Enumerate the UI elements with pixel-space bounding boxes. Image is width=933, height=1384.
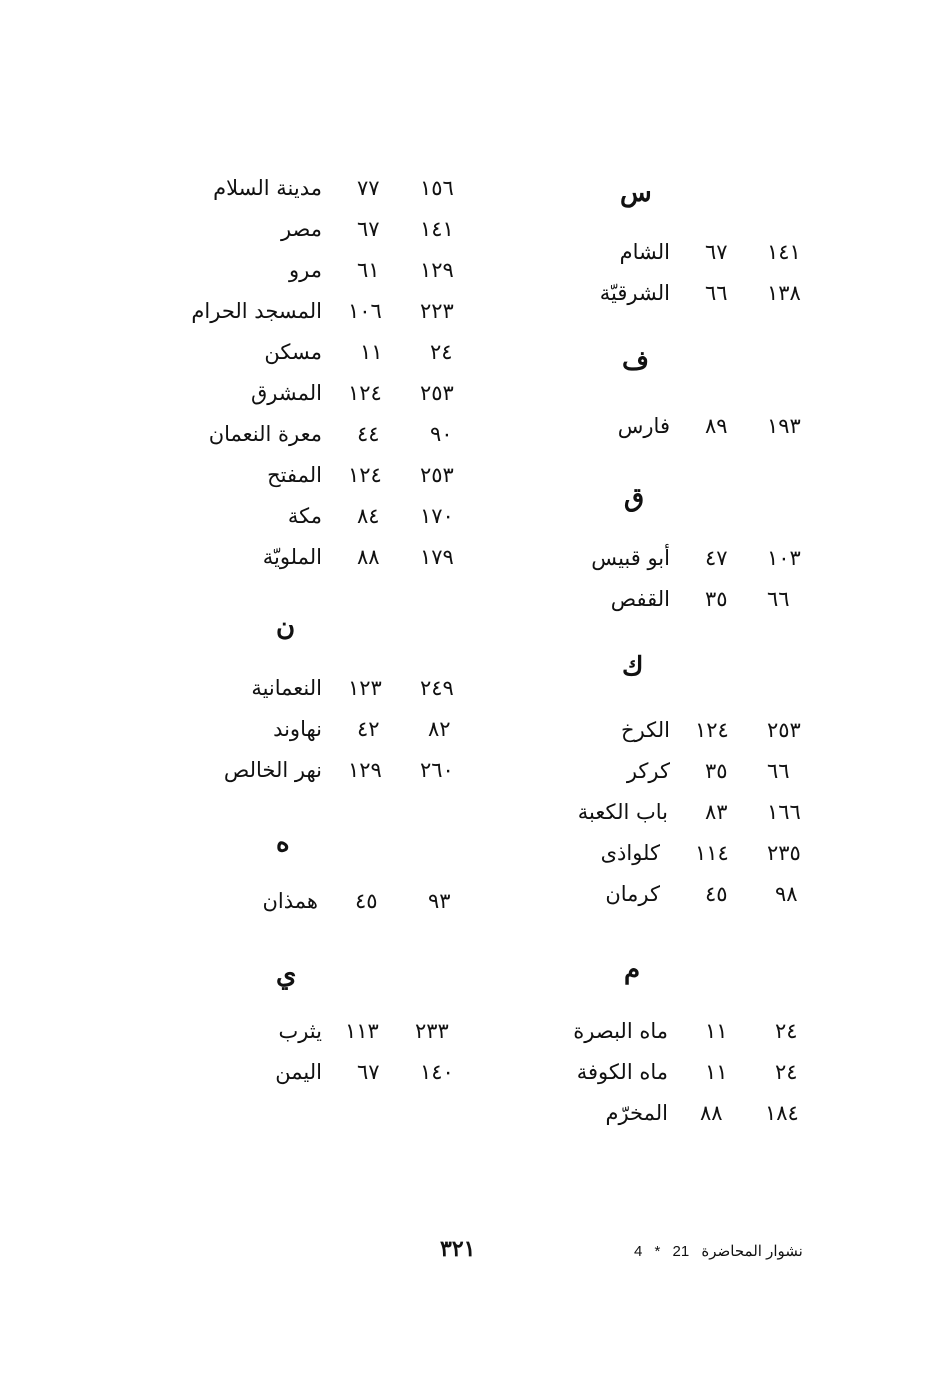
index-value: ١٢٤	[695, 718, 729, 742]
index-entry	[200, 1019, 470, 1059]
index-entry	[560, 240, 820, 280]
place-name: المشرق	[251, 381, 322, 405]
index-value: ١٤١	[767, 240, 801, 264]
index-value: ١١	[705, 1060, 728, 1084]
signature-number: 21	[672, 1243, 690, 1260]
index-value: ٢٥٣	[420, 381, 454, 405]
index-value: ٨٤	[357, 504, 380, 528]
printer-signature	[626, 1242, 803, 1260]
index-value: ١١٤	[695, 841, 729, 865]
signature-star: *	[654, 1243, 661, 1260]
index-entry	[200, 1060, 470, 1100]
index-entry	[200, 758, 470, 798]
index-value: ٤٤	[357, 422, 380, 446]
place-name: النعمانية	[251, 676, 322, 700]
place-name: الشام	[619, 240, 670, 264]
index-value: ٢٤	[775, 1060, 798, 1084]
place-name: نهاوند	[273, 717, 322, 741]
index-entry	[560, 414, 820, 454]
section-letter: ق	[624, 483, 645, 513]
signature-part: 4	[634, 1243, 643, 1260]
index-entry	[560, 718, 820, 758]
index-entry	[200, 717, 470, 757]
place-name: همذان	[262, 889, 318, 913]
index-value: ٢٢٣	[420, 299, 454, 323]
signature-title: نشوار المحاضرة	[701, 1243, 803, 1260]
index-value: ٤٥	[705, 882, 728, 906]
place-name: أبو قبيس	[591, 546, 670, 570]
index-value: ١٠٦	[348, 299, 382, 323]
index-value: ١٢٩	[348, 758, 382, 782]
place-name: مصر	[280, 217, 322, 241]
index-value: ٨٩	[705, 414, 728, 438]
index-value: ٢٤	[775, 1019, 798, 1043]
place-name: باب الكعبة	[577, 800, 668, 824]
index-value: ١١	[705, 1019, 728, 1043]
place-name: مكة	[287, 504, 322, 528]
section-letter: س	[620, 178, 652, 208]
index-value: ٦٦	[767, 587, 790, 611]
index-entry	[200, 258, 470, 298]
place-name: اليمن	[275, 1060, 322, 1084]
index-value: ٢٣٣	[415, 1019, 449, 1043]
index-value: ٤٥	[355, 889, 378, 913]
index-value: ٢٥٣	[767, 718, 801, 742]
index-value: ١٥٦	[420, 176, 454, 200]
index-value: ١٦٦	[767, 800, 801, 824]
index-entry	[200, 545, 470, 585]
index-value: ٢٥٣	[420, 463, 454, 487]
index-entry	[560, 800, 820, 840]
place-name: كركر	[626, 759, 670, 783]
index-entry	[200, 676, 470, 716]
index-entry	[560, 546, 820, 586]
index-value: ١١	[360, 340, 383, 364]
index-entry	[200, 422, 470, 462]
index-value: ٦٧	[357, 217, 380, 241]
index-value: ٤٧	[705, 546, 728, 570]
index-entry	[560, 1101, 820, 1141]
index-entry	[200, 176, 470, 216]
index-value: ١٠٣	[767, 546, 801, 570]
index-entry	[560, 587, 820, 627]
place-name: مرو	[289, 258, 322, 282]
index-value: ١٩٣	[767, 414, 801, 438]
index-value: ١١٣	[345, 1019, 379, 1043]
place-name: مدينة السلام	[213, 176, 322, 200]
index-value: ٦٦	[767, 759, 790, 783]
index-value: ٨٨	[700, 1101, 723, 1125]
place-name: يثرب	[278, 1019, 322, 1043]
index-value: ١٧٩	[420, 545, 454, 569]
index-value: ١٤١	[420, 217, 454, 241]
index-entry	[560, 1019, 820, 1059]
index-entry	[200, 381, 470, 421]
index-entry	[560, 759, 820, 799]
index-value: ٦٧	[705, 240, 728, 264]
index-value: ١٨٤	[765, 1101, 799, 1125]
place-name: الكرخ	[621, 718, 670, 742]
index-entry	[191, 299, 470, 339]
index-value: ٢٤	[430, 340, 453, 364]
index-value: ٨٣	[705, 800, 728, 824]
place-name: كلواذى	[600, 841, 660, 865]
index-entry	[200, 340, 470, 380]
index-value: ١٢٩	[420, 258, 454, 282]
index-value: ٩٠	[430, 422, 453, 446]
index-value: ٧٧	[357, 176, 380, 200]
index-value: ١٢٤	[348, 381, 382, 405]
index-value: ١٧٠	[420, 504, 454, 528]
place-name: فارس	[617, 414, 670, 438]
place-name: المفتح	[267, 463, 322, 487]
index-value: ٢٦٠	[420, 758, 454, 782]
section-letter: ف	[622, 346, 649, 376]
index-value: ٣٥	[705, 587, 728, 611]
index-value: ٨٢	[428, 717, 451, 741]
index-value: ٢٤٩	[420, 676, 454, 700]
place-name: ماه الكوفة	[576, 1060, 668, 1084]
index-value: ٩٣	[428, 889, 451, 913]
index-value: ٨٨	[357, 545, 380, 569]
index-value: ٩٨	[775, 882, 798, 906]
place-name: القفص	[610, 587, 670, 611]
index-entry	[200, 889, 470, 929]
index-entry	[200, 504, 470, 544]
index-entry	[200, 463, 470, 503]
index-value: ١٢٤	[348, 463, 382, 487]
index-entry	[560, 841, 820, 881]
index-value: ٣٥	[705, 759, 728, 783]
index-value: ١٣٨	[767, 281, 801, 305]
place-name: كرمان	[605, 882, 660, 906]
index-value: ٢٣٥	[767, 841, 801, 865]
section-letter: ن	[276, 612, 296, 642]
section-letter: ي	[276, 960, 297, 990]
place-name: الشرقيّة	[599, 281, 670, 305]
index-value: ١٢٣	[348, 676, 382, 700]
page-number: ٣٢١	[440, 1236, 476, 1262]
index-value: ٤٢	[357, 717, 380, 741]
index-value: ١٤٠	[420, 1060, 454, 1084]
place-name: الملويّة	[262, 545, 322, 569]
section-letter: ك	[622, 652, 644, 682]
index-value: ٦٦	[705, 281, 728, 305]
place-name: مسكن	[264, 340, 322, 364]
place-name: معرة النعمان	[208, 422, 322, 446]
index-entry	[560, 1060, 820, 1100]
place-name: المسجد الحرام	[191, 299, 322, 323]
index-entry	[560, 882, 820, 922]
section-letter: ه	[276, 828, 290, 858]
index-entry	[200, 217, 470, 257]
index-value: ٦٧	[357, 1060, 380, 1084]
section-letter: م	[624, 955, 641, 985]
place-name: ماه البصرة	[573, 1019, 668, 1043]
place-name: نهر الخالص	[223, 758, 322, 782]
place-name: المخرّم	[605, 1101, 668, 1125]
index-value: ٦١	[357, 258, 380, 282]
index-entry	[560, 281, 820, 321]
